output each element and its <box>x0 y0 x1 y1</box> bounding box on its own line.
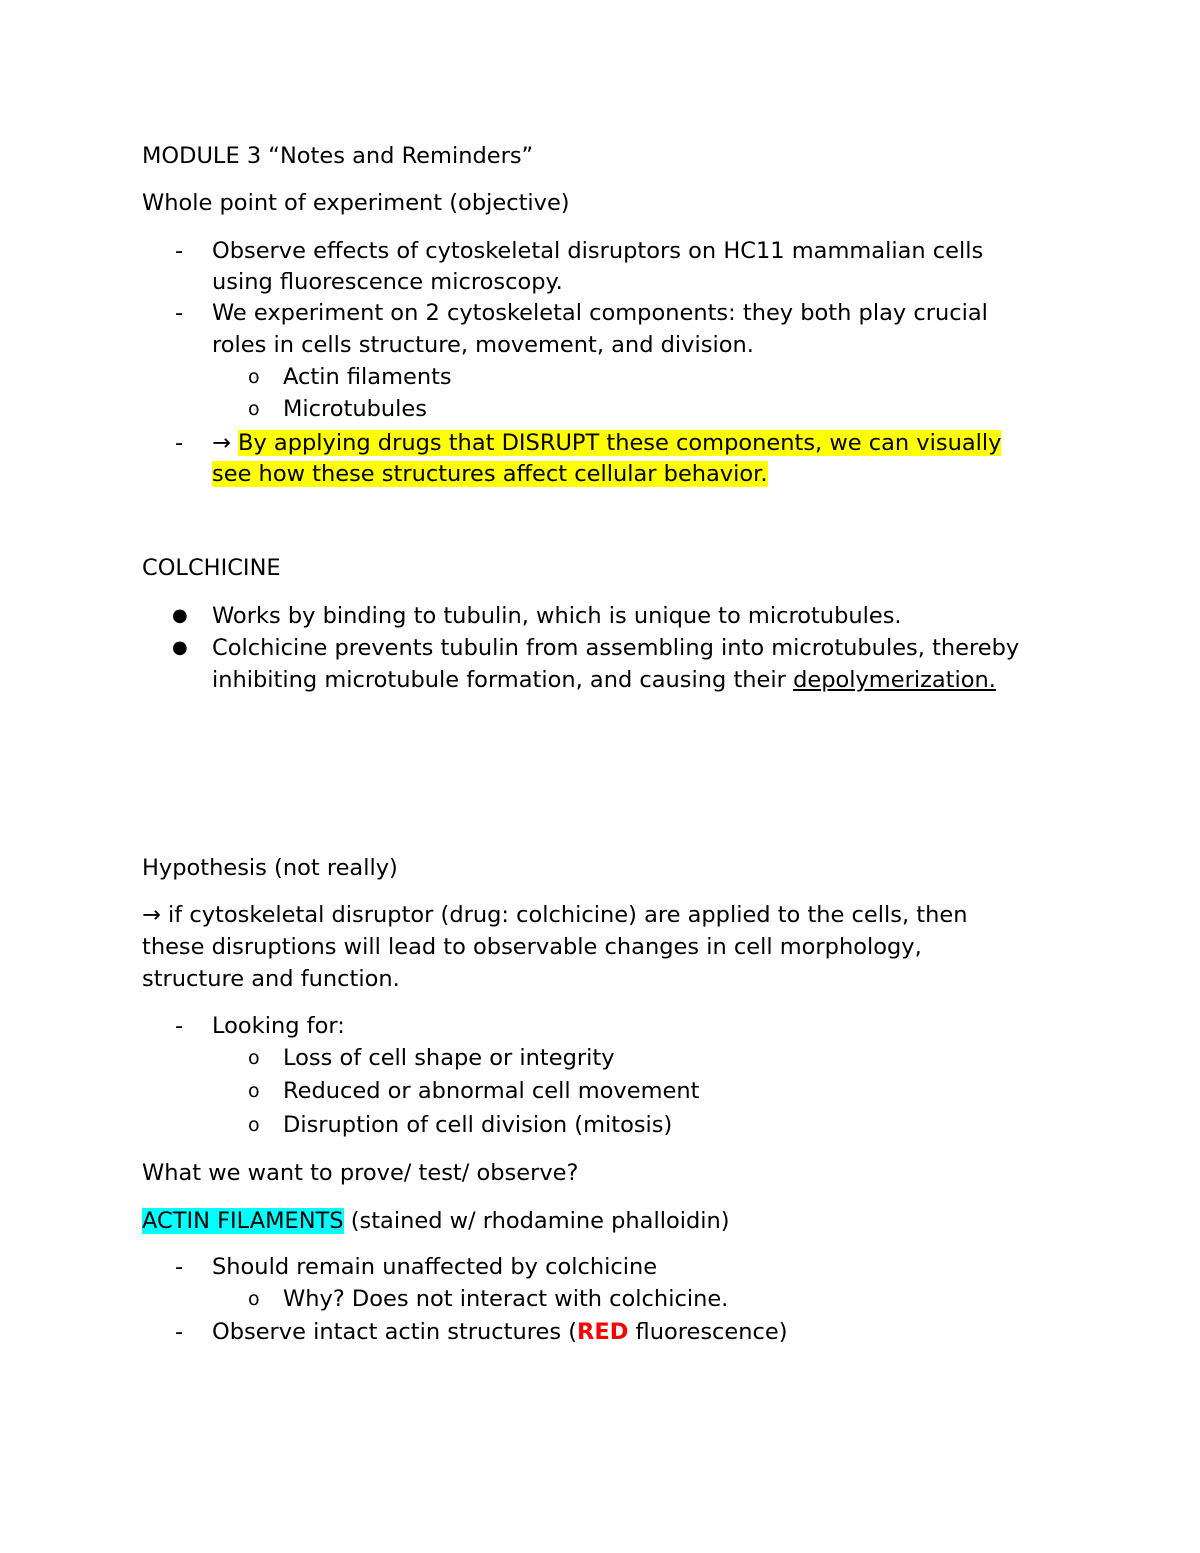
objective-item-3-line-2 <box>212 458 768 490</box>
hypothesis-line-3: structure and function. <box>142 966 400 992</box>
circle-marker: o <box>248 1047 260 1069</box>
actin-item-2-post: fluorescence) <box>628 1319 788 1345</box>
red-keyword: RED <box>577 1319 629 1345</box>
looking-for-item-2: Reduced or abnormal cell movement <box>283 1078 700 1104</box>
looking-for-label: Looking for: <box>212 1013 345 1039</box>
prove-heading: What we want to prove/ test/ observe? <box>142 1160 579 1186</box>
hypothesis-heading: Hypothesis (not really) <box>142 855 398 881</box>
hypothesis-line-2: these disruptions will lead to observable changes in cell morphology, <box>142 934 922 960</box>
objective-sub-item-microtubules: Microtubules <box>283 396 427 422</box>
objective-item-1-line-2: using fluorescence microscopy. <box>212 269 563 295</box>
arrow-icon: → <box>142 902 161 928</box>
looking-for-item-3: Disruption of cell division (mitosis) <box>283 1112 673 1138</box>
objective-heading: Whole point of experiment (objective) <box>142 190 570 216</box>
circle-marker: o <box>248 1114 260 1136</box>
colchicine-bullet-1: Works by binding to tubulin, which is unique to microtubules. <box>212 603 902 629</box>
arrow-icon: → <box>212 430 231 456</box>
colchicine-heading: COLCHICINE <box>142 555 281 581</box>
objective-item-1-line-1: Observe effects of cytoskeletal disruptors on HC11 mammalian cells <box>212 238 984 264</box>
looking-for-item-1: Loss of cell shape or integrity <box>283 1045 615 1071</box>
bullet-marker: ● <box>172 605 188 626</box>
dash-marker: - <box>175 300 184 326</box>
actin-label-rest: (stained w/ rhodamine phalloidin) <box>343 1208 730 1234</box>
actin-item-2 <box>212 1316 788 1348</box>
actin-item-1-sub: Why? Does not interact with colchicine. <box>283 1286 729 1312</box>
dash-marker: - <box>175 1013 184 1039</box>
page-title: MODULE 3 “Notes and Reminders” <box>142 143 534 169</box>
circle-marker: o <box>248 398 260 420</box>
hypothesis-text: if cytoskeletal disruptor (drug: colchicine) are applied to the cells, then <box>168 902 968 928</box>
actin-label: ACTIN FILAMENTS <box>142 1208 344 1234</box>
highlighted-text: By applying drugs that DISRUPT these components, we can visually <box>238 430 1002 456</box>
dash-marker: - <box>175 1254 184 1280</box>
actin-item-2-pre: Observe intact actin structures ( <box>212 1319 577 1345</box>
bullet-marker: ● <box>172 637 188 658</box>
actin-heading <box>142 1205 730 1237</box>
objective-item-3-line-1 <box>212 427 1001 459</box>
underlined-term: depolymerization. <box>793 667 996 693</box>
circle-marker: o <box>248 1080 260 1102</box>
actin-item-1: Should remain unaffected by colchicine <box>212 1254 658 1280</box>
circle-marker: o <box>248 366 260 388</box>
highlighted-text: see how these structures affect cellular behavior. <box>212 461 768 487</box>
objective-item-2-line-1: We experiment on 2 cytoskeletal components: they both play crucial <box>212 300 988 326</box>
objective-sub-item-actin: Actin filaments <box>283 364 452 390</box>
hypothesis-line-1 <box>142 899 967 931</box>
colchicine-bullet-2-line-2 <box>212 664 996 696</box>
dash-marker: - <box>175 1319 184 1345</box>
dash-marker: - <box>175 238 184 264</box>
objective-item-2-line-2: roles in cells structure, movement, and division. <box>212 332 754 358</box>
bullet-text: inhibiting microtubule formation, and causing their <box>212 667 794 693</box>
circle-marker: o <box>248 1288 260 1310</box>
colchicine-bullet-2-line-1: Colchicine prevents tubulin from assembling into microtubules, thereby <box>212 635 1020 661</box>
dash-marker: - <box>175 430 184 456</box>
